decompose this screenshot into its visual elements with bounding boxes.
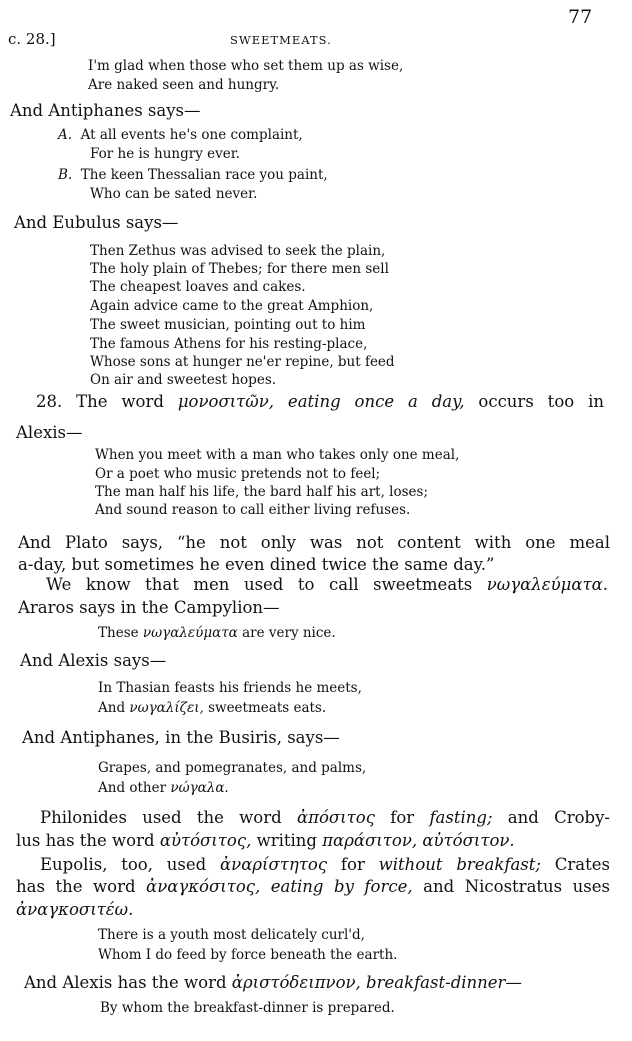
text-run: When you meet with a man who takes only one meal, — [95, 447, 460, 463]
text-run: The holy plain of Thebes; for there men sell — [90, 261, 389, 277]
verse-line — [90, 338, 367, 352]
verse-line — [90, 319, 365, 333]
text-run: The cheapest loaves and cakes. — [90, 279, 306, 295]
text-run: At all events he's one complaint, — [72, 127, 303, 143]
prose-line — [14, 215, 178, 232]
verse-line — [90, 356, 395, 370]
text-run: By whom the breakfast-dinner is prepared. — [100, 1000, 395, 1016]
italic-text: μονοσιτῶν, eating once a day, — [177, 392, 465, 411]
text-run: And Alexis says— — [20, 651, 167, 670]
text-run: And Antiphanes, in the Busiris, says— — [22, 728, 340, 747]
verse-line — [98, 682, 362, 696]
verse-line — [90, 263, 389, 277]
italic-text: νώγαλα. — [170, 780, 229, 796]
text-run: lus has the word — [16, 831, 160, 850]
verse-line — [98, 949, 397, 963]
text-run: The sweet musician, pointing out to him — [90, 317, 366, 333]
verse-line — [90, 148, 240, 162]
page-number: 77 — [568, 6, 593, 28]
italic-text: A. — [58, 127, 73, 143]
text-run: for — [374, 808, 430, 827]
verse-line — [100, 1002, 395, 1016]
prose-line — [22, 730, 340, 747]
italic-text: ἀπόσιτος — [296, 808, 375, 827]
verse-line — [88, 79, 279, 93]
text-run: And — [98, 700, 130, 716]
text-run: Philonides used the word — [40, 808, 297, 827]
text-run: There is a youth most delicately curl'd, — [98, 927, 365, 943]
text-run: And sound reason to call either living refuses. — [95, 502, 411, 518]
text-run: 28. The word — [36, 392, 178, 411]
text-run: And Antiphanes says— — [10, 101, 201, 120]
text-run: Who can be sated never. — [90, 186, 258, 202]
prose-line — [10, 103, 201, 120]
prose-line — [40, 810, 610, 827]
prose-line — [46, 577, 608, 594]
text-run: a-day, but sometimes he even dined twice the same day.” — [18, 555, 495, 574]
text-run: On air and sweetest hopes. — [90, 372, 277, 388]
prose-line — [40, 857, 610, 874]
text-run: and Croby- — [492, 808, 610, 827]
italic-text: without breakfast; — [378, 855, 541, 874]
text-run: Again advice came to the great Amphion, — [90, 298, 374, 314]
italic-text: B. — [58, 167, 73, 183]
text-run: for — [327, 855, 379, 874]
text-run: are very nice. — [237, 625, 336, 641]
prose-line — [18, 600, 280, 617]
verse-line — [95, 504, 410, 518]
text-run: writing — [251, 831, 323, 850]
text-run: Whose sons at hunger ne'er repine, but feed — [90, 354, 395, 370]
verse-line — [98, 782, 229, 796]
text-run: The man half his life, the bard half his art, loses; — [95, 484, 429, 500]
italic-text: παράσιτον, αὐτόσιτον. — [322, 831, 515, 850]
italic-text: νωγαλεύματα. — [486, 575, 608, 594]
italic-text: νωγαλίζει, — [129, 700, 204, 716]
text-run: Grapes, and pomegranates, and palms, — [98, 760, 367, 776]
text-run: And Alexis has the word — [24, 973, 232, 992]
prose-line — [16, 879, 610, 896]
text-run: Crates — [540, 855, 610, 874]
verse-line — [90, 281, 306, 295]
text-run: And other — [98, 780, 171, 796]
italic-text: ἀναγκοσιτέω. — [16, 900, 134, 919]
prose-line — [16, 425, 83, 442]
verse-line — [98, 702, 326, 716]
italic-text: ἀναρίστητος — [220, 855, 328, 874]
verse-line — [90, 374, 276, 388]
prose-line — [16, 902, 133, 919]
text-run: Whom I do feed by force beneath the earth. — [98, 947, 398, 963]
text-run: And Plato says, “he not only was not content with one meal — [18, 533, 610, 552]
verse-line — [90, 188, 257, 202]
italic-text: ἀριστόδειπνον, breakfast-dinner— — [231, 973, 522, 992]
verse-line — [88, 60, 403, 74]
text-run: And Eubulus says— — [14, 213, 179, 232]
text-run: The famous Athens for his resting-place, — [90, 336, 368, 352]
text-run: The keen Thessalian race you paint, — [72, 167, 328, 183]
prose-line — [20, 653, 166, 670]
verse-line — [95, 486, 428, 500]
text-run: For he is hungry ever. — [90, 146, 240, 162]
verse-line — [90, 300, 373, 314]
verse-line — [58, 129, 303, 143]
verse-line — [90, 245, 385, 259]
prose-line — [16, 833, 515, 850]
text-run: We know that men used to call sweetmeats — [46, 575, 487, 594]
italic-text: νωγαλεύματα — [142, 625, 238, 641]
verse-line — [98, 627, 336, 641]
italic-text: αὐτόσιτος, — [159, 831, 252, 850]
running-title: SWEETMEATS. — [230, 33, 332, 47]
text-run: I'm glad when those who set them up as wise, — [88, 58, 404, 74]
chapter-marker: c. 28.] — [8, 30, 56, 48]
text-run: These — [98, 625, 143, 641]
text-run: Are naked seen and hungry. — [88, 77, 280, 93]
verse-line — [98, 762, 366, 776]
text-run: Then Zethus was advised to seek the plain, — [90, 243, 386, 259]
verse-line — [95, 449, 459, 463]
verse-line — [58, 169, 328, 183]
prose-line — [18, 535, 610, 552]
prose-line — [36, 394, 604, 411]
italic-text: fasting; — [429, 808, 493, 827]
prose-line — [18, 557, 494, 574]
prose-line — [24, 975, 522, 992]
text-run: Eupolis, too, used — [40, 855, 221, 874]
verse-line — [95, 468, 380, 482]
text-run: occurs too in — [464, 392, 604, 411]
text-run: Araros says in the Campylion— — [18, 598, 280, 617]
verse-line — [98, 929, 365, 943]
text-run: Or a poet who music pretends not to feel; — [95, 466, 381, 482]
text-run: sweetmeats eats. — [203, 700, 327, 716]
text-run: In Thasian feasts his friends he meets, — [98, 680, 362, 696]
text-run: Alexis— — [16, 423, 83, 442]
italic-text: ἀναγκόσιτος, eating by force, — [146, 877, 413, 896]
text-run: and Nicostratus uses — [412, 877, 610, 896]
text-run: has the word — [16, 877, 147, 896]
